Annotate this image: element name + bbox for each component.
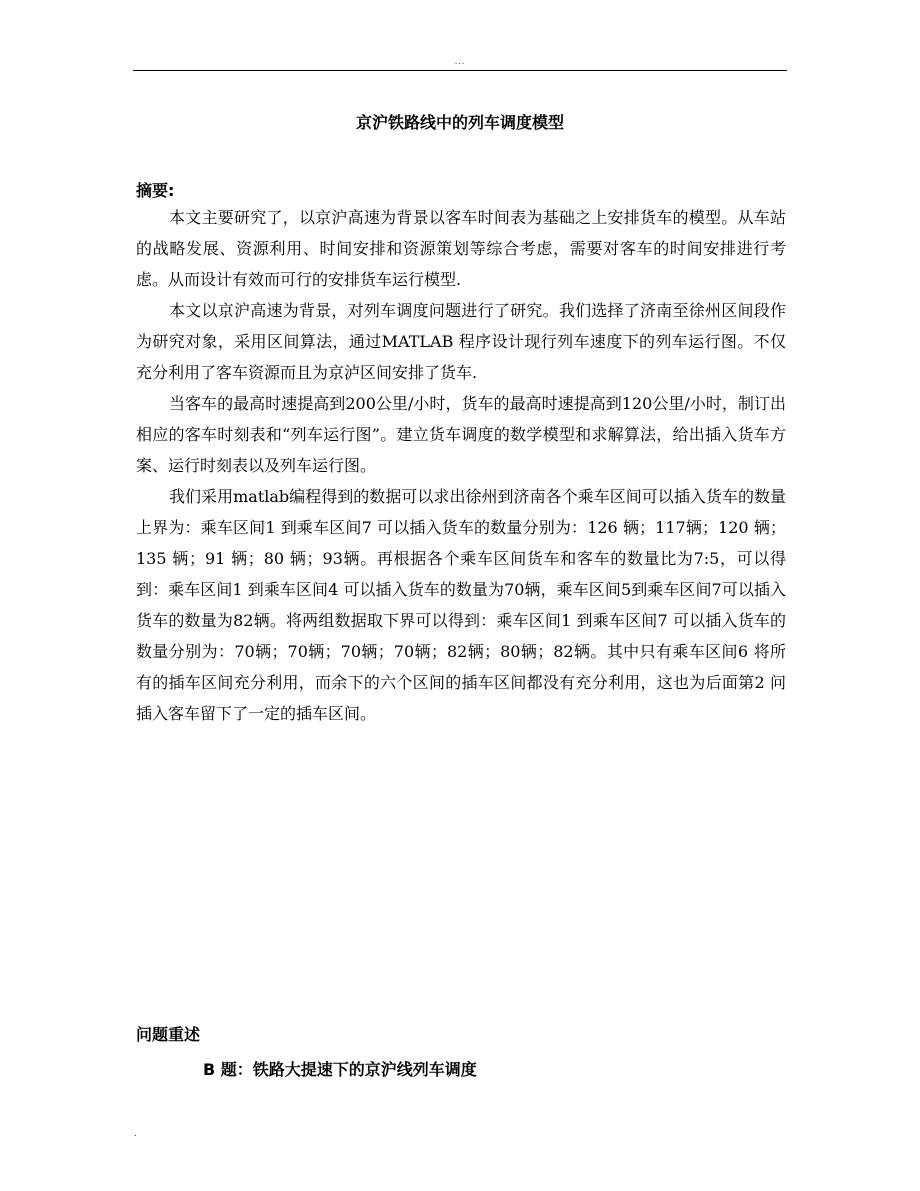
section-heading: 问题重述 xyxy=(136,1025,201,1044)
page-footer-mark: . xyxy=(134,1128,137,1139)
page-header-mark: ... xyxy=(454,56,466,66)
header-rule xyxy=(133,70,787,71)
abstract-body xyxy=(136,202,786,729)
abstract-paragraph-4: 我们采用matlab编程得到的数据可以求出徐州到济南各个乘车区间可以插入货车的数量上界为：乘车区间1 到乘车区间7 可以插入货车的数量分别为：126 辆；117辆；120 辆；135 辆；91 辆；80 辆；93辆。再根据各个乘车区间货车和客车的数量比为7:5，可以得到：乘车区间1 到乘车区间4 可以插入货车的数量为70辆，乘车区间5到乘车区间7可以插入货车的数量为82辆。将两组数据取下界可以得到：乘车区间1 到乘车区间7 可以插入货车的数量分别为：70辆；70辆；70辆；70辆；82辆；80辆；82辆。其中只有乘车区间6 将所有的插车区间充分利用，而余下的六个区间的插车区间都没有充分利用，这也为后面第2 问插入客车留下了一定的插车区间。 xyxy=(136,487,786,723)
abstract-paragraph-3: 当客车的最高时速提高到200公里/小时，货车的最高时速提高到120公里/小时，制订出相应的客车时刻表和“列车运行图”。建立货车调度的数学模型和求解算法，给出插入货车方案、运行时刻表以及列车运行图。 xyxy=(136,394,786,475)
abstract-heading: 摘要: xyxy=(136,181,175,200)
abstract-paragraph-2: 本文以京沪高速为背景，对列车调度问题进行了研究。我们选择了济南至徐州区间段作为研究对象，采用区间算法，通过MATLAB 程序设计现行列车速度下的列车运行图。不仅充分利用了客车资源而且为京泸区间安排了货车. xyxy=(136,301,786,382)
abstract-paragraph-1: 本文主要研究了，以京沪高速为背景以客车时间表为基础之上安排货车的模型。从车站的战略发展、资源利用、时间安排和资源策划等综合考虑，需要对客车的时间安排进行考虑。从而设计有效而可行的安排货车运行模型. xyxy=(136,208,786,289)
document-title: 京沪铁路线中的列车调度模型 xyxy=(355,113,564,132)
problem-title: B 题：铁路大提速下的京沪线列车调度 xyxy=(203,1060,477,1079)
